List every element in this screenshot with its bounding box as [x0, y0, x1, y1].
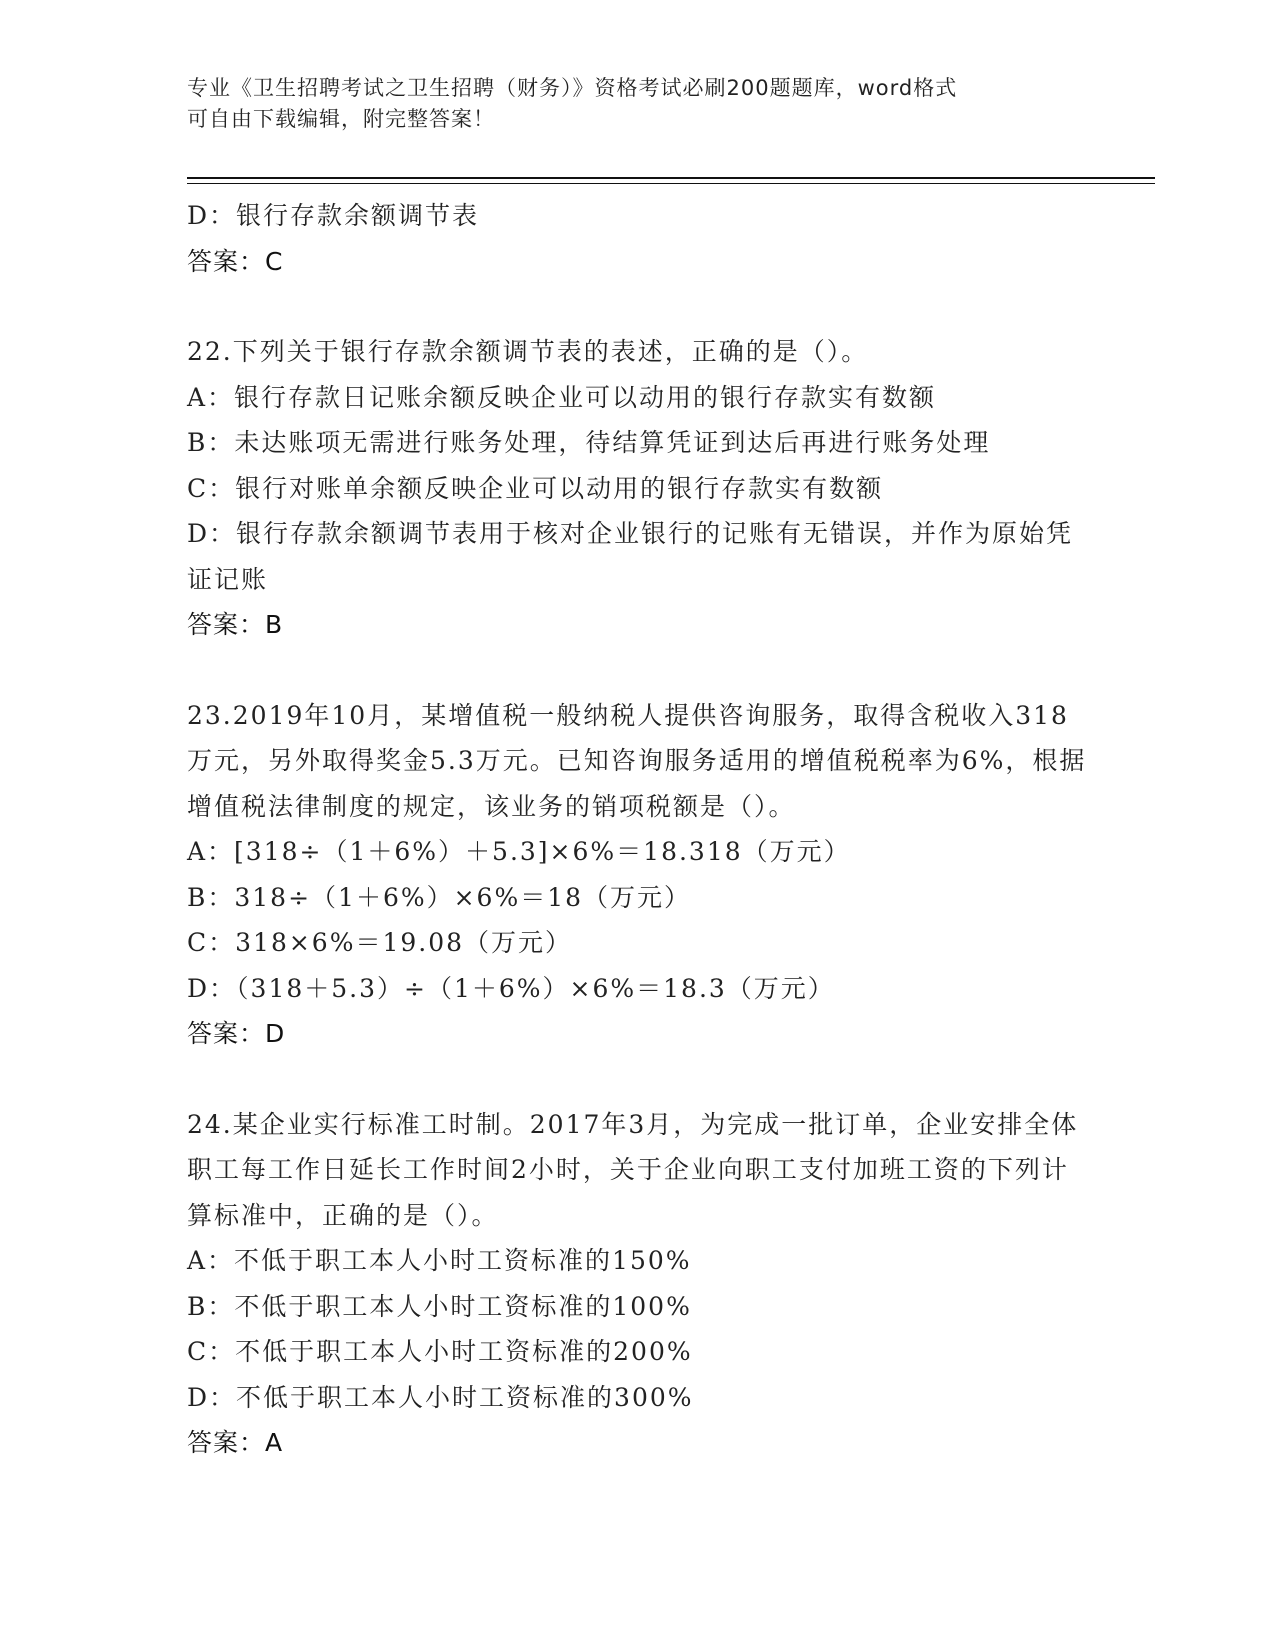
option-c: C：银行对账单余额反映企业可以动用的银行存款实有数额 [187, 473, 884, 503]
option-b: B：未达账项无需进行账务处理，待结算凭证到达后再进行账务处理 [187, 428, 991, 457]
question-23 [187, 693, 1087, 1057]
option-b: B：318÷（1＋6%）×6%＝18（万元） [187, 882, 692, 912]
question-24 [187, 1102, 1087, 1466]
answer-label: 答案： [187, 610, 266, 639]
option-c: C：不低于职工本人小时工资标准的200% [187, 1337, 693, 1366]
option-d: D：银行存款余额调节表用于核对企业银行的记账有无错误，并作为原始凭证记账 [187, 519, 1074, 594]
question-stem: 24.某企业实行标准工时制。2017年3月，为完成一批订单，企业安排全体职工每工作日延长工作时间2小时，关于企业向职工支付加班工资的下列计算标准中，正确的是（）。 [187, 1109, 1079, 1230]
page-header [187, 73, 1087, 135]
option-d: D：（318＋5.3）÷（1＋6%）×6%＝18.3（万元） [187, 973, 835, 1003]
answer-label: 答案： [187, 1428, 266, 1457]
option-d: D：不低于职工本人小时工资标准的300% [187, 1382, 694, 1412]
header-title-line-1: 专业《卫生招聘考试之卫生招聘（财务）》资格考试必刷200题题库，word格式 [187, 76, 958, 100]
question-stem: 23.2019年10月，某增值税一般纳税人提供咨询服务，取得含税收入318万元，另外取得奖金5.3万元。已知咨询服务适用的增值税税率为6%，根据增值税法律制度的规定，该业务的销项税额是（）。 [187, 700, 1087, 821]
answer-value: A [265, 1428, 284, 1457]
option-d: D：银行存款余额调节表 [187, 201, 480, 230]
option-c: C：318×6%＝19.08（万元） [187, 928, 573, 957]
answer-label: 答案： [187, 1019, 266, 1048]
option-b: B：不低于职工本人小时工资标准的100% [187, 1291, 692, 1321]
question-21-tail [187, 193, 1087, 284]
answer-value: C [265, 246, 284, 276]
option-a: A：[318÷（1＋6%）＋5.3]×6%＝18.318（万元） [187, 837, 851, 866]
answer-label: 答案： [187, 246, 266, 276]
question-stem: 22.下列关于银行存款余额调节表的表述，正确的是（）。 [187, 337, 869, 366]
answer-line [187, 239, 1087, 285]
option-a: A：不低于职工本人小时工资标准的150% [187, 1246, 692, 1275]
document-body [187, 193, 1087, 1466]
answer-value: D [265, 1019, 286, 1048]
answer-line [187, 1011, 1087, 1057]
header-title-line-2: 可自由下载编辑，附完整答案！ [187, 107, 495, 131]
header-divider-thin [187, 183, 1155, 184]
question-22 [187, 329, 1087, 648]
answer-line [187, 602, 1087, 648]
option-a: A：银行存款日记账余额反映企业可以动用的银行存款实有数额 [187, 382, 937, 412]
answer-line [187, 1420, 1087, 1466]
answer-value: B [265, 610, 284, 639]
header-divider-thick [187, 177, 1155, 179]
